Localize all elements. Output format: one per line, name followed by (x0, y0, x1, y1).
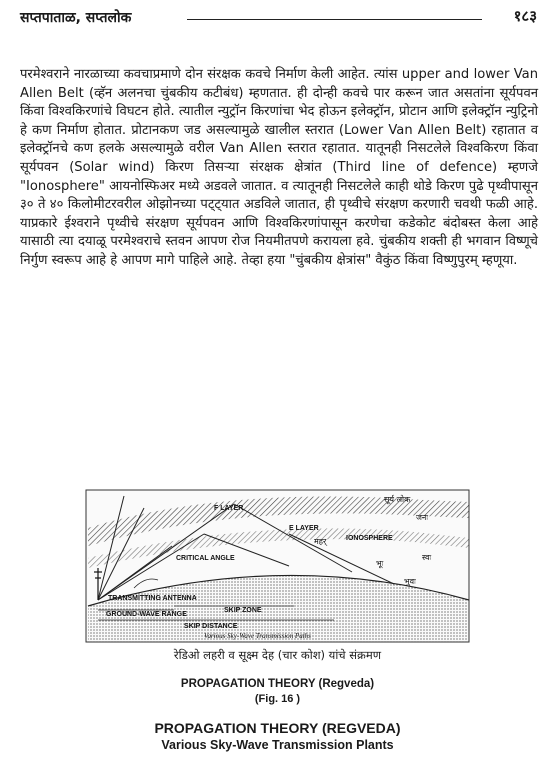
skip-zone-label: SKIP ZONE (224, 607, 262, 614)
running-title: सप्तपाताळ, सप्तलोक (20, 10, 132, 26)
skip-distance-label: SKIP DISTANCE (184, 623, 238, 630)
body-text (20, 66, 538, 271)
bottom-title: PROPAGATION THEORY (REGVEDA) (154, 720, 401, 736)
bottom-subtitle: Various Sky-Wave Transmission Plants (161, 738, 394, 752)
header-rule (187, 19, 482, 20)
ionosphere-label: IONOSPHERE (346, 535, 393, 542)
page-header (12, 6, 543, 28)
ground-wave-label: GROUND-WAVE RANGE (106, 611, 187, 618)
mahar-label: महर् (314, 537, 327, 546)
surya-lok-label: सूर्य लोक (384, 495, 411, 504)
bhuh-label: भूः (376, 559, 384, 568)
swah-label: स्वः (422, 553, 432, 562)
figure-caption-number: (Fig. 16 ) (254, 693, 301, 705)
e-layer-label: E LAYER (289, 525, 319, 532)
propagation-figure (84, 488, 471, 644)
figure-caption-title: PROPAGATION THEORY (Regveda) (180, 678, 375, 690)
page-number: १८३ (513, 7, 537, 25)
f-layer-label: F LAYER (214, 505, 244, 512)
jan-label: जनः (416, 513, 428, 522)
figure-caption-devanagari: रेडिओ लहरी व सूक्ष्म देह (चार कोश) यांचे संक्रमण (173, 648, 382, 662)
antenna-label: TRANSMITTING ANTENNA (108, 595, 197, 602)
critical-angle-label: CRITICAL ANGLE (176, 555, 235, 562)
body-paragraph: परमेश्वराने नारळाच्या कवचाप्रमाणे दोन संरक्षक कवचे निर्माण केली आहेत. त्यांस upper and lower Van Allen Belt (व्हॅन अलनचा चुंबकीय कटीबंध) म्हणतात. ही दोन्ही कवचे पार करून जात असतांना सूर्यपवन किंवा विश्वकिरणांचे विघटन होते. त्यातील न्युट्रॉन किरणांचा भेद होऊन इलेक्ट्रॉन, प्रोटान आणि इलेक्ट्रॉन न्युट्रिनो हे कण निर्माण होतात. प्रोटानकण जड असल्यामुळे खालील स्तरात (Lower Van Allen Belt) रहातात व इलेक्ट्रॉनचे कण हलके असल्यामुळे वरील Van Allen स्तरात रहातात. यातूनही निसटलेले विश्वकिरण किंवा सूर्यपवन (Solar wind) किरण तिसऱ्या संरक्षक क्षेत्रांत (Third line of defence) म्हणजे "Ionosphere" आयनोस्फिअर मध्ये अडवले जातात. व त्यातूनही निसटलेले काही थोडे किरण पुढे पृथ्वीपासून ३० ते ४० किलोमीटरवरील ओझोनच्या पट्ट्यात अडविले जातात, ही पृथ्वीचे संरक्षण करणारी चवथी फळी आहे. याप्रकारे ईश्वराने पृथ्वीचे संरक्षण सूर्यपवन आणि विश्वकिरणांपासून करणेचा कडेकोट बंदोबस्त केला आहे यासाठी त्या दयाळू परमेश्वराचे स्तवन आपण रोज नियमीतपणे करायला हवे. चुंबकीय शक्ती ही भगवान विष्णूचे निर्गुण स्वरूप आहे हे आपण मागे पाहिले आहे. तेव्हा हया "चुंबकीय क्षेत्रांस" वैकुंठ किंवा विष्णुपुरम् म्हणूया. (20, 67, 538, 268)
inner-caption: Various Sky-Wave Transmission Paths (204, 632, 311, 640)
bhuvah-label: भुवः (404, 577, 416, 586)
